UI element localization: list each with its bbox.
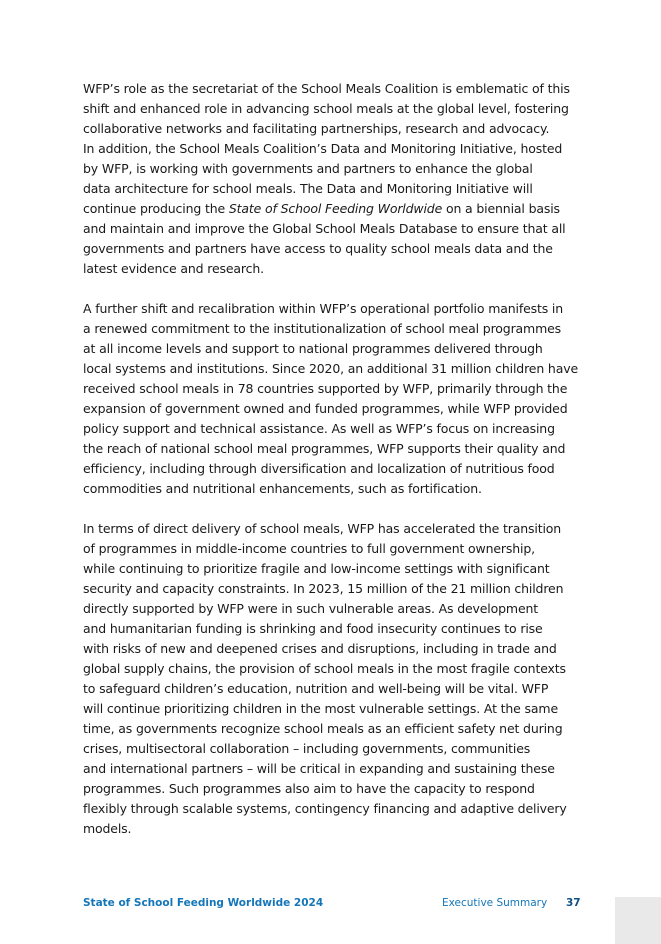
text-line: programmes. Such programmes also aim to have the capacity to respond: [83, 781, 535, 796]
text-line: In addition, the School Meals Coalition’s Data and Monitoring Initiative, hosted: [83, 141, 563, 156]
footer-report-title: State of School Feeding Worldwide 2024: [83, 897, 324, 909]
text-line: will continue prioritizing children in the most vulnerable settings. At the same: [83, 701, 558, 716]
text-line: collaborative networks and facilitating partnerships, research and advocacy.: [83, 121, 550, 136]
footer-section-name: Executive Summary: [442, 897, 548, 909]
text-line: by WFP, is working with governments and partners to enhance the global: [83, 161, 533, 176]
report-title-italic: State of School Feeding Worldwide: [228, 201, 443, 216]
body-text: [83, 79, 583, 839]
text-line: with risks of new and deepened crises and disruptions, including in trade and: [83, 641, 557, 656]
text-line: security and capacity constraints. In 2023, 15 million of the 21 million children: [83, 581, 564, 596]
text-line: WFP’s role as the secretariat of the School Meals Coalition is emblematic of this: [83, 81, 570, 96]
paragraph-coalition-role: [83, 79, 583, 279]
text-line: crises, multisectoral collaboration – including governments, communities: [83, 741, 531, 756]
text-line: while continuing to prioritize fragile and low-income settings with significant: [83, 561, 550, 576]
text-line: local systems and institutions. Since 2020, an additional 31 million children have: [83, 361, 578, 376]
text-line: time, as governments recognize school meals as an efficient safety net during: [83, 721, 563, 736]
text-line: flexibly through scalable systems, contingency financing and adaptive delivery: [83, 801, 567, 816]
text-line: shift and enhanced role in advancing school meals at the global level, fostering: [83, 101, 569, 116]
text-line: global supply chains, the provision of school meals in the most fragile contexts: [83, 661, 566, 676]
text-line: at all income levels and support to national programmes delivered through: [83, 341, 543, 356]
text-line: and international partners – will be critical in expanding and sustaining these: [83, 761, 555, 776]
text-line: of programmes in middle-income countries to full government ownership,: [83, 541, 535, 556]
text-line: [83, 199, 583, 219]
text-line: data architecture for school meals. The Data and Monitoring Initiative will: [83, 181, 533, 196]
text-line: efficiency, including through diversification and localization of nutritious food: [83, 461, 555, 476]
paragraph-direct-delivery: [83, 519, 583, 839]
text-line: In terms of direct delivery of school meals, WFP has accelerated the transition: [83, 521, 562, 536]
text-segment: continue producing the: [83, 201, 229, 216]
text-line: governments and partners have access to quality school meals data and the: [83, 241, 553, 256]
text-line: and maintain and improve the Global School Meals Database to ensure that all: [83, 221, 566, 236]
paragraph-operational-shift: [83, 299, 583, 499]
text-line: the reach of national school meal programmes, WFP supports their quality and: [83, 441, 566, 456]
text-line: expansion of government owned and funded programmes, while WFP provided: [83, 401, 568, 416]
text-line: models.: [83, 821, 132, 836]
text-line: a renewed commitment to the institutionalization of school meal programmes: [83, 321, 562, 336]
text-line: directly supported by WFP were in such vulnerable areas. As development: [83, 601, 539, 616]
text-segment: on a biennial basis: [442, 201, 560, 216]
text-line: A further shift and recalibration within WFP’s operational portfolio manifests in: [83, 301, 564, 316]
text-line: commodities and nutritional enhancements, such as fortification.: [83, 481, 482, 496]
text-line: policy support and technical assistance. As well as WFP’s focus on increasing: [83, 421, 555, 436]
text-line: to safeguard children’s education, nutrition and well-being will be vital. WFP: [83, 681, 549, 696]
text-line: received school meals in 78 countries supported by WFP, primarily through the: [83, 381, 568, 396]
page-number: 37: [566, 897, 581, 909]
text-line: latest evidence and research.: [83, 261, 264, 276]
text-line: and humanitarian funding is shrinking and food insecurity continues to rise: [83, 621, 543, 636]
page-corner-tab: [615, 897, 661, 944]
